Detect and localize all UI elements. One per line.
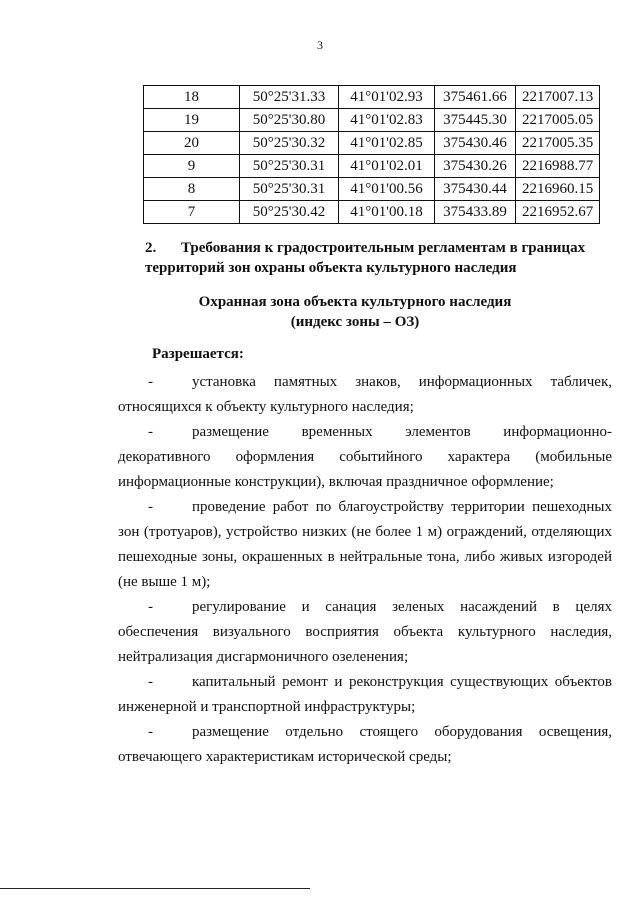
table-cell: 9	[144, 155, 240, 178]
list-item	[118, 420, 612, 495]
table-cell: 41°01'00.56	[339, 178, 435, 201]
list-item	[118, 670, 612, 720]
table-cell: 375430.26	[435, 155, 516, 178]
table-cell: 50°25'30.42	[240, 201, 339, 224]
table-cell: 375430.44	[435, 178, 516, 201]
table-row	[144, 155, 600, 178]
table-cell: 2217007.13	[516, 86, 600, 109]
zone-title-line2: (индекс зоны – ОЗ)	[290, 314, 420, 330]
table-cell: 7	[144, 201, 240, 224]
table-cell: 2216952.67	[516, 201, 600, 224]
list-item-text: регулирование и санация зеленых насаждений в целях обеспечения визуального восприятия объекта культурного наследия, нейтрализация дисгармоничного озеленения;	[118, 599, 612, 665]
list-item	[118, 370, 612, 420]
table-cell: 2216988.77	[516, 155, 600, 178]
table-row	[144, 86, 600, 109]
list-item	[118, 595, 612, 670]
list-dash: -	[148, 374, 153, 390]
table-cell: 19	[144, 109, 240, 132]
table-cell: 41°01'02.93	[339, 86, 435, 109]
table-cell: 18	[144, 86, 240, 109]
table-cell: 50°25'31.33	[240, 86, 339, 109]
table-cell: 50°25'30.31	[240, 155, 339, 178]
table-cell: 375430.46	[435, 132, 516, 155]
table-cell: 2216960.15	[516, 178, 600, 201]
list-item	[118, 720, 612, 770]
zone-title-line1: Охранная зона объекта культурного наследия	[198, 294, 512, 310]
list-item-text: капитальный ремонт и реконструкция существующих объектов инженерной и транспортной инфраструктуры;	[118, 674, 612, 715]
table-cell: 375461.66	[435, 86, 516, 109]
list-dash: -	[148, 724, 153, 740]
table-row	[144, 201, 600, 224]
table-cell: 50°25'30.80	[240, 109, 339, 132]
coordinates-table	[143, 85, 600, 224]
table-cell: 50°25'30.31	[240, 178, 339, 201]
list-dash: -	[148, 599, 153, 615]
page-number: 3	[317, 38, 323, 52]
list-dash: -	[148, 674, 153, 690]
list-dash: -	[148, 499, 153, 515]
table-cell: 41°01'02.85	[339, 132, 435, 155]
section-heading	[145, 238, 610, 278]
table-cell: 41°01'00.18	[339, 201, 435, 224]
allowed-label: Разрешается:	[152, 346, 244, 362]
table-cell: 50°25'30.32	[240, 132, 339, 155]
table-cell: 41°01'02.83	[339, 109, 435, 132]
section-number: 2.	[145, 240, 157, 256]
table-cell: 2217005.35	[516, 132, 600, 155]
table-cell: 375445.30	[435, 109, 516, 132]
allowed-items-list	[118, 370, 612, 770]
table-row	[144, 178, 600, 201]
list-dash: -	[148, 424, 153, 440]
table-cell: 2217005.05	[516, 109, 600, 132]
table-cell: 8	[144, 178, 240, 201]
table-cell: 41°01'02.01	[339, 155, 435, 178]
table-cell: 20	[144, 132, 240, 155]
list-item-text: размещение временных элементов информационно-декоративного оформления событийного характера (мобильные информационные конструкции), включая праздничное оформление;	[118, 424, 612, 490]
table-row	[144, 132, 600, 155]
table-row	[144, 109, 600, 132]
footer-divider	[0, 888, 310, 889]
list-item-text: проведение работ по благоустройству территории пешеходных зон (тротуаров), устройство низких (не более 1 м) ограждений, отделяющих пешеходные зоны, окрашенных в нейтральные тона, либо живых изгородей (не выше 1 м);	[118, 499, 612, 590]
list-item-text: установка памятных знаков, информационных табличек, относящихся к объекту культурного наследия;	[118, 374, 612, 415]
table-cell: 375433.89	[435, 201, 516, 224]
section-title: Требования к градостроительным регламентам в границах территорий зон охраны объекта культурного наследия	[145, 240, 586, 276]
list-item	[118, 495, 612, 595]
list-item-text: размещение отдельно стоящего оборудования освещения, отвечающего характеристикам исторической среды;	[118, 724, 612, 765]
zone-title	[120, 292, 590, 332]
